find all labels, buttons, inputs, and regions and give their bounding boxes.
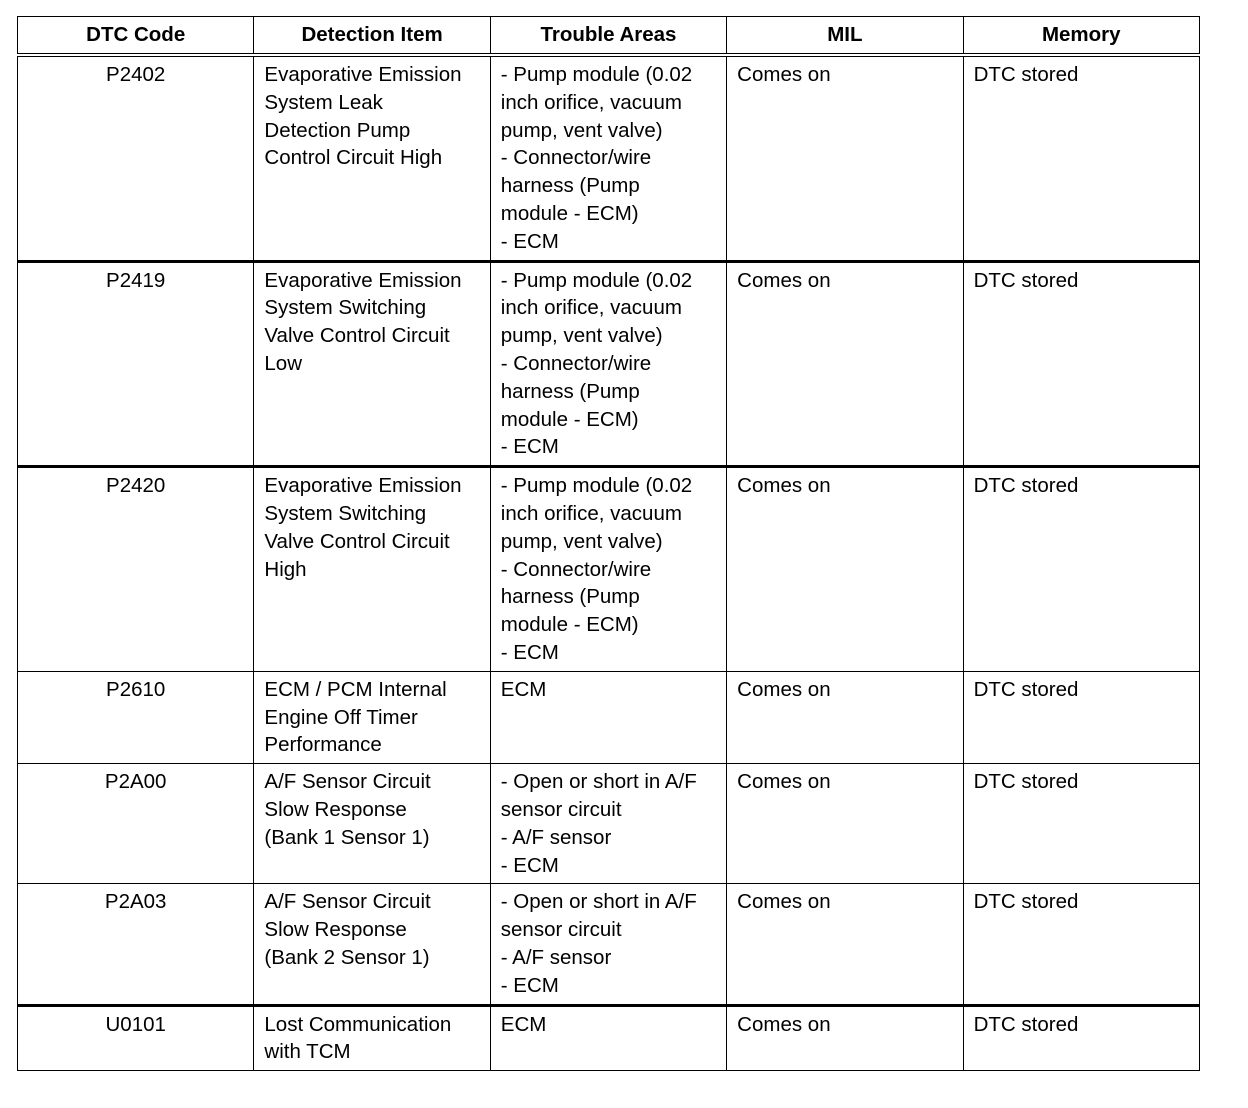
mil-cell: Comes on [727,1005,963,1071]
table-row [18,671,1200,763]
trouble-area-line: - Pump module (0.02 [500,268,693,292]
dtc-code-cell: P2610 [18,671,254,763]
trouble-area-line: - Open or short in A/F [500,770,697,794]
trouble-areas-cell [490,467,726,672]
detection-item-line: (Bank 2 Sensor 1) [264,945,430,969]
detection-item-line: A/F Sensor Circuit [264,890,431,914]
detection-item-line: Engine Off Timer [264,705,418,729]
table-header [18,17,1200,56]
dtc-code-cell: P2420 [18,467,254,672]
mil-cell: Comes on [727,55,963,261]
detection-item-line: System Leak [264,90,383,114]
trouble-area-line: - A/F sensor [500,945,612,969]
trouble-area-line: module - ECM) [500,407,639,431]
header-memory: Memory [963,17,1199,56]
table-row [18,1005,1200,1071]
trouble-area-line: sensor circuit [500,918,622,942]
trouble-area-line: - Connector/wire [500,557,652,581]
trouble-area-line: pump, vent valve) [500,118,663,142]
dtc-code-cell: P2A00 [18,764,254,884]
header-trouble-areas: Trouble Areas [490,17,726,56]
mil-cell: Comes on [727,261,963,467]
trouble-areas-cell [490,261,726,467]
trouble-area-line: pump, vent valve) [500,529,663,553]
table-row [18,467,1200,672]
trouble-area-line: inch orifice, vacuum [500,90,682,114]
table-body [18,55,1200,1071]
header-row [18,17,1200,56]
detection-item-line: Detection Pump [264,118,411,142]
trouble-area-line: - Connector/wire [500,351,652,375]
trouble-area-line: harness (Pump [500,585,640,609]
detection-item-line: A/F Sensor Circuit [264,770,431,794]
detection-item-line: ECM / PCM Internal [264,677,447,701]
trouble-area-line: - ECM [500,640,559,664]
detection-item-line: Valve Control Circuit [264,324,450,348]
trouble-area-line: - Pump module (0.02 [500,63,693,86]
dtc-code-cell: P2419 [18,261,254,467]
detection-item-line: Control Circuit High [264,146,443,170]
trouble-area-line: - Open or short in A/F [500,890,697,914]
header-dtc-code: DTC Code [18,17,254,56]
detection-item-line: Performance [264,733,382,757]
table-row [18,261,1200,467]
detection-item-line: System Switching [264,501,427,525]
dtc-table [17,16,1200,1071]
detection-item-cell [254,884,490,1005]
detection-item-cell [254,55,490,261]
trouble-area-line: harness (Pump [500,174,640,198]
detection-item-cell [254,671,490,763]
detection-item-line: Lost Communication [264,1012,452,1036]
dtc-code-cell: U0101 [18,1005,254,1071]
trouble-area-line: ECM [500,1012,547,1036]
memory-cell: DTC stored [963,1005,1199,1071]
detection-item-line: Low [264,351,302,375]
trouble-area-line: module - ECM) [500,201,639,225]
detection-item-line: System Switching [264,296,427,320]
detection-item-cell [254,1005,490,1071]
detection-item-line: High [264,557,307,581]
mil-cell: Comes on [727,467,963,672]
trouble-area-line: harness (Pump [500,379,640,403]
mil-cell: Comes on [727,671,963,763]
trouble-area-line: - ECM [500,435,559,459]
detection-item-line: Evaporative Emission [264,63,462,86]
memory-cell: DTC stored [963,55,1199,261]
trouble-areas-cell [490,764,726,884]
detection-item-cell [254,764,490,884]
trouble-areas-cell [490,884,726,1005]
detection-item-cell [254,261,490,467]
detection-item-line: (Bank 1 Sensor 1) [264,825,430,849]
dtc-code-cell: P2A03 [18,884,254,1005]
detection-item-line: Slow Response [264,918,407,942]
memory-cell: DTC stored [963,884,1199,1005]
detection-item-cell [254,467,490,672]
trouble-area-line: - ECM [500,853,559,877]
trouble-area-line: sensor circuit [500,797,622,821]
memory-cell: DTC stored [963,671,1199,763]
header-mil: MIL [727,17,963,56]
trouble-areas-cell [490,671,726,763]
trouble-area-line: ECM [500,677,547,701]
trouble-area-line: pump, vent valve) [500,324,663,348]
trouble-areas-cell [490,1005,726,1071]
detection-item-line: Valve Control Circuit [264,529,450,553]
dtc-code-cell: P2402 [18,55,254,261]
table-row [18,764,1200,884]
memory-cell: DTC stored [963,467,1199,672]
trouble-area-line: - ECM [500,229,559,253]
trouble-area-line: inch orifice, vacuum [500,296,682,320]
trouble-area-line: inch orifice, vacuum [500,501,682,525]
trouble-area-line: - A/F sensor [500,825,612,849]
table-row [18,884,1200,1005]
trouble-area-line: module - ECM) [500,613,639,637]
detection-item-line: Evaporative Emission [264,268,462,292]
header-detection-item: Detection Item [254,17,490,56]
mil-cell: Comes on [727,884,963,1005]
trouble-areas-cell [490,55,726,261]
table-row [18,55,1200,261]
detection-item-line: Evaporative Emission [264,474,462,498]
trouble-area-line: - Connector/wire [500,146,652,170]
trouble-area-line: - Pump module (0.02 [500,474,693,498]
detection-item-line: Slow Response [264,797,407,821]
detection-item-line: with TCM [264,1040,351,1064]
mil-cell: Comes on [727,764,963,884]
memory-cell: DTC stored [963,261,1199,467]
memory-cell: DTC stored [963,764,1199,884]
trouble-area-line: - ECM [500,973,559,997]
